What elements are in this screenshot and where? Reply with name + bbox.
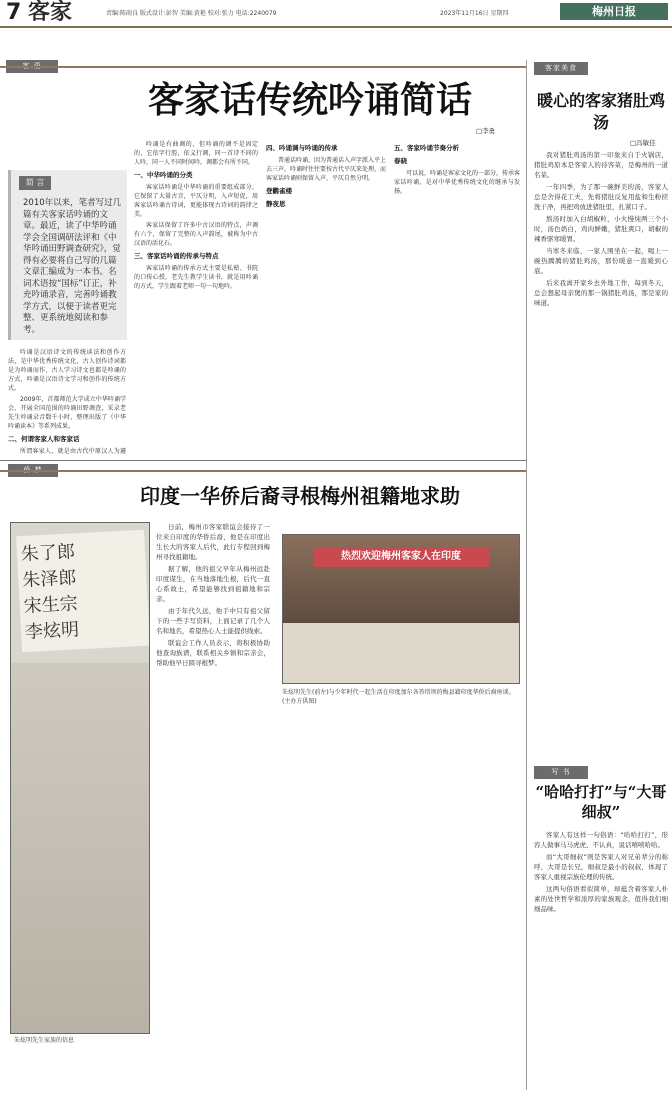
headline-rule [0, 66, 526, 68]
lead-column-4 [394, 140, 520, 456]
story-paragraph: 联谊会工作人员表示，将积极协助他查询族谱，联系相关乡镇和宗亲会，帮助他早日圆寻根梦。 [156, 639, 270, 667]
lead-column-2 [134, 140, 258, 456]
caption-right: 朱炫明先生(前左)与少年时代一起生活在印度加尔各答塔坝的梅县籍印度华侨后裔座谈。(主办方供图) [282, 689, 515, 705]
lead-paragraph: 客家话吟诵的传承方式主要是私塾、书院的口传心授，老先生教学生读书，就是用吟诵的方式，学生跟着老师一句一句地吟。 [134, 265, 258, 290]
issue-date: 2023年11月16日 星期四 [440, 10, 509, 17]
editor-note-text: 2010年以来，笔者写过几篇有关客家话吟诵的文章。最近，读了中华吟诵学会全国调研法评和《中华吟诵田野调查研究》，觉得有必要将自己写的几篇文章汇编成为一本书。名词术语按“国标”订正，补充吟诵录音，完善吟诵教学方式，以便于读者更完整、更系统地阅读和参考。 [23, 198, 122, 335]
lead-paragraph: 吟诵是有曲调的，但吟诵的调不是固定的，它依字行腔，依义行调，同一首诗不同的人吟，同一人不同时间吟，调都会有所不同。 [134, 141, 258, 166]
handwritten-name: 朱泽郎 [21, 567, 77, 592]
food-paragraph: 熬汤时加入白胡椒粒，小火慢炖两三个小时，汤色奶白，鸡肉鲜嫩，猪肚爽口，胡椒的辣香驱寒暖胃。 [534, 215, 668, 243]
writing-paragraph: 客家人有这样一句俗语：“哈哈打打”，形容人做事马马虎虎、不认真，说话嘻嘻哈哈。 [534, 831, 668, 849]
lead-subhead: 三、客家话吟诵的传承与特点 [134, 252, 219, 260]
page-number: 7 [6, 0, 22, 25]
lead-closing: 可以说，吟诵是客家文化的一部分，传承客家话吟诵，是对中华优秀传统文化的继承与发扬。 [394, 170, 520, 195]
food-paragraph: 一年四季，为了那一碗鲜美的汤，客家人总是舍得花工夫，先将猪肚反复用盐和生粉搓洗干净，再把鸡放进猪肚里，扎紧口子。 [534, 183, 668, 211]
story-paragraph: 由于年代久远，他手中只有祖父留下的一些手写资料，上面记录了几个人名和地名，希望热心人士能提供线索。 [156, 607, 270, 635]
lead-column-1 [8, 348, 126, 456]
lead-subhead: 五、客家吟诵节奏分析 [394, 144, 459, 152]
welcome-banner: 热烈欢迎梅州客家人在印度 [313, 547, 489, 567]
lead-subhead: 一、中华吟诵的分类 [134, 171, 193, 179]
section-title: 客家 [28, 0, 73, 25]
caption-left: 朱炫明先生家族的信息 [14, 1037, 75, 1044]
staff-line: 责编:陈雨良 版式设计:彭智 美编:黄艳 校对:张力 电话:2240079 [106, 10, 277, 17]
lead-paragraph: 客家话吟诵是中华吟诵的重要组成部分，它保留了大量古音，平仄分明，入声短促，用客家话吟诵古诗词，更能体现古诗词的韵律之美。 [134, 184, 258, 218]
lead-paragraph: 2009年，首都师范大学成立中华吟诵学会，开展全国范围的吟诵田野调查，采录老先生吟诵录音数千小时，整理出版了《中华吟诵读本》等系列成果。 [8, 396, 126, 430]
lead-headline: 客家话传统吟诵简话 [147, 79, 472, 121]
lead-paragraph: 所谓客家人，就是由古代中原汉人为避 [20, 448, 126, 455]
story-paragraph: 日前，梅州市客家联谊会接待了一位来自印度的华侨后裔，他是在印度出生长大的客家人后代，此行专程回到梅州寻找祖籍地。 [156, 523, 270, 561]
story-headline: 印度一华侨后裔寻根梅州祖籍地求助 [140, 484, 460, 508]
lead-author: □李勇 [476, 127, 496, 135]
food-paragraph: 后来我离开家乡去外地工作，每到冬天，总会想起母亲煲的那一锅猪肚鸡汤，那是家的味道。 [534, 279, 668, 307]
tag-food: 客家美食 [534, 62, 588, 75]
example-title: 登鹳雀楼 [266, 187, 292, 195]
handwritten-note-photo [10, 522, 150, 1034]
lead-paragraph: 客家话保留了许多中古汉语的特点，声调有六个，保留了完整的入声韵尾，被称为中古汉语的活化石。 [134, 222, 258, 247]
food-author: □冯敏佳 [630, 139, 656, 147]
handwritten-name: 朱了郎 [20, 541, 76, 566]
food-paragraph: 我对猪肚鸡汤的第一印象来自于火锅店，猪肚鸡原本是客家人的待客菜，是梅州的一道名菜。 [534, 151, 668, 179]
example-title: 春晓 [394, 157, 407, 165]
paper-logo: 梅州日报 [560, 3, 668, 20]
lead-subhead: 二、何谓客家人和客家话 [8, 435, 80, 443]
section-divider [0, 460, 526, 461]
tag-writing: 写 书 [534, 766, 588, 779]
handwritten-name: 宋生宗 [23, 593, 79, 618]
example-title: 静夜思 [266, 200, 286, 208]
editor-note-title: 简 言 [19, 176, 51, 190]
column-divider [526, 60, 527, 1090]
lead-paragraph: 吟诵是汉语诗文的传统读法和创作方法，是中华优秀传统文化，古人创作诗词都是为吟诵而作，古人学习诗文也都是吟诵的方式，吟诵是汉语诗文学习和创作的传统方式。 [8, 349, 126, 392]
story-rule [0, 470, 526, 472]
writing-headline: “哈哈打打”与“大哥细叔” [535, 783, 667, 821]
writing-paragraph: 而“大哥细叔”则是客家人对兄弟辈分的称呼，大哥是长兄，细叔是最小的叔叔，体现了客家人重视宗族伦理的传统。 [534, 853, 668, 881]
editor-note [8, 170, 127, 340]
handwritten-name: 李炫明 [24, 619, 80, 644]
page-header [0, 0, 672, 28]
food-body [534, 150, 668, 760]
writing-body [534, 830, 668, 1090]
lead-subhead: 四、吟诵调与吟诵的传承 [266, 144, 338, 152]
lead-paragraph: 普通话吟诵，因为普通话入声字派入平上去三声，吟诵时往往要按古代平仄来处理，而客家话吟诵则保留入声，平仄自然分明。 [266, 157, 386, 182]
story-body [156, 522, 270, 1082]
story-paragraph: 据了解，他的祖父早年从梅州远赴印度谋生，在当地落地生根，后代一直心系故土，希望能够找到祖籍地和宗亲。 [156, 565, 270, 603]
food-paragraph: 当寒冬来临，一家人围坐在一起，喝上一碗热腾腾的猪肚鸡汤，那份暖意一直暖到心底。 [534, 247, 668, 275]
writing-paragraph: 这两句俗语看似简单，却蕴含着客家人朴素的处世哲学和浓厚的家族观念，值得我们细细品味。 [534, 885, 668, 913]
group-photo [282, 534, 520, 684]
food-headline: 暖心的客家猪肚鸡汤 [536, 91, 665, 132]
lead-column-3 [266, 140, 386, 456]
